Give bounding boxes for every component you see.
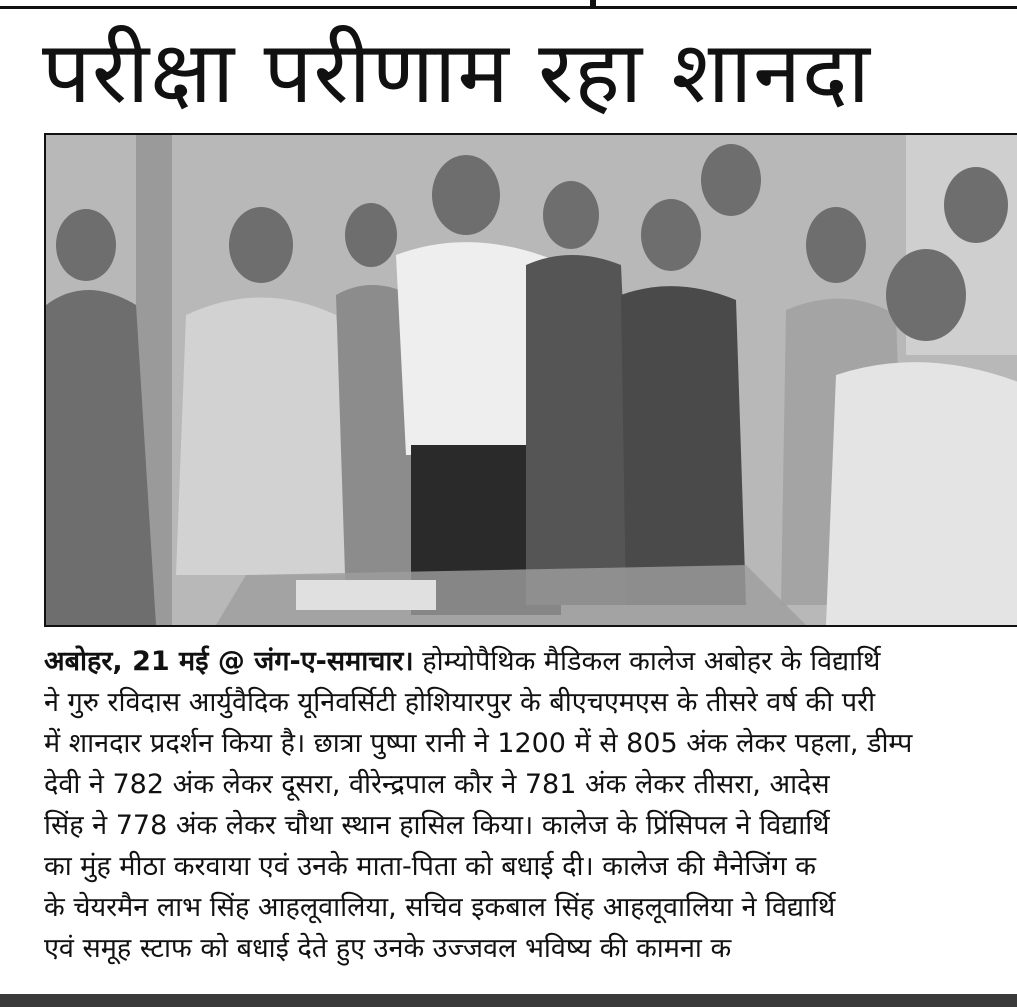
photo-illustration (46, 135, 1017, 625)
news-photo (44, 133, 1017, 627)
dateline: अबोहर, 21 मई @ जंग-ए-समाचार। (44, 646, 414, 677)
article-line (44, 641, 1017, 682)
article-line: देवी ने 782 अंक लेकर दूसरा, वीरेन्द्रपाल कौर ने 781 अंक लेकर तीसरा, आदेस (44, 769, 830, 800)
article-line: ने गुरु रविदास आर्युवैदिक यूनिवर्सिटी होशियारपुर के बीएचएमएस के तीसरे वर्ष की परी (44, 687, 876, 718)
article-line: में शानदार प्रदर्शन किया है। छात्रा पुष्पा रानी ने 1200 में से 805 अंक लेकर पहला, डीम्प (44, 728, 913, 759)
article-body (44, 641, 1017, 969)
article-line-text: होम्योपैथिक मैडिकल कालेज अबोहर के विद्यार्थि (422, 646, 881, 677)
article-line: सिंह ने 778 अंक लेकर चौथा स्थान हासिल किया। कालेज के प्रिंसिपल ने विद्यार्थि (44, 810, 830, 841)
article-line: एवं समूह स्टाफ को बधाई देते हुए उनके उज्जवल भविष्य की कामना क (44, 933, 732, 964)
headline: परीक्षा परीणाम रहा शानदा (42, 23, 871, 123)
top-rule (0, 0, 1017, 9)
bottom-rule (0, 994, 1017, 1007)
top-rule-tick (590, 0, 596, 6)
article-line: के चेयरमैन लाभ सिंह आहलूवालिया, सचिव इकबाल सिंह आहलूवालिया ने विद्यार्थि (44, 892, 836, 923)
article-line: का मुंह मीठा करवाया एवं उनके माता-पिता को बधाई दी। कालेज की मैनेजिंग क (44, 851, 816, 882)
